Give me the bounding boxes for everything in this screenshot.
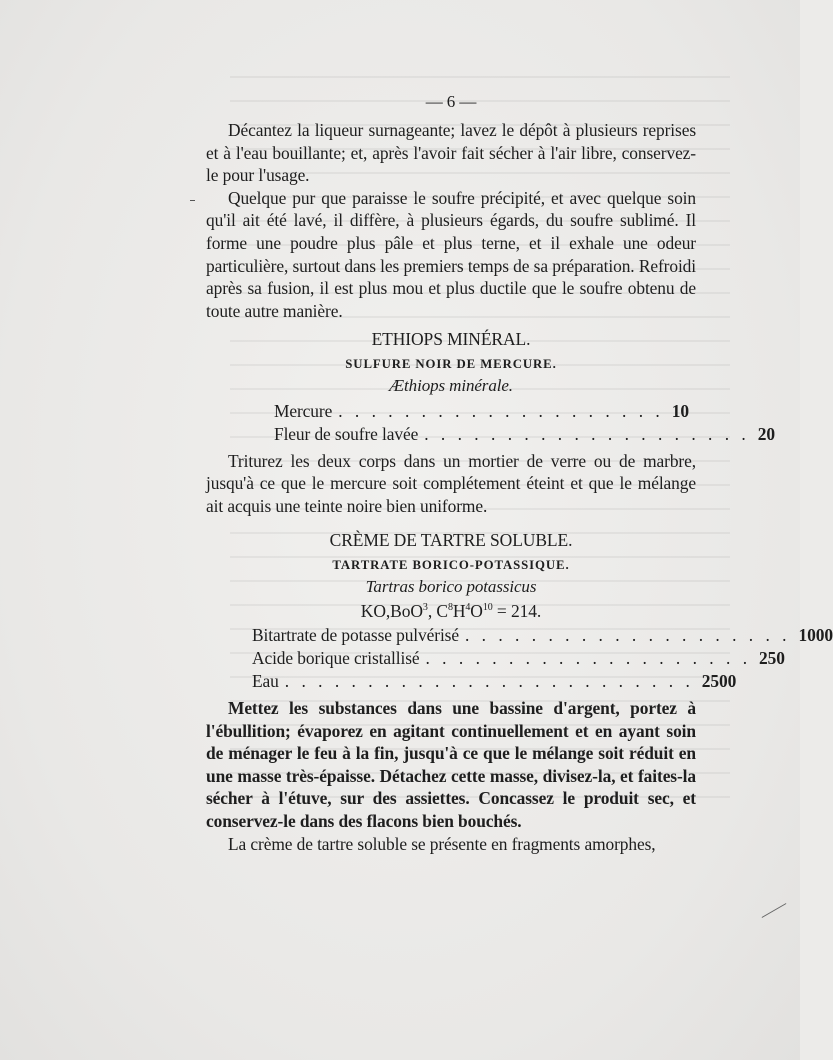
- paragraph-mettez: Mettez les substances dans une bassine d'argent, portez à l'ébullition; évaporez en agitant continuellement et en ayant soin de ménager le feu à la fin, jusqu'à ce que le mélange soit réduit en une masse très-épaisse. Détachez cette masse, divisez-la, et faites-la sécher à l'étuve, sur des assiettes. Concassez le produit sec, et conservez-le dans des flacons bien bouchés.: [206, 698, 696, 832]
- ingredients-creme: [206, 624, 833, 693]
- ingredient-row: [206, 400, 689, 423]
- margin-stroke: [762, 903, 787, 918]
- ingredient-name: Mercure: [274, 400, 333, 421]
- ingredient-name: Bitartrate de potasse pulvérisé: [252, 625, 459, 646]
- latin-name-creme: Tartras borico potassicus: [365, 576, 537, 596]
- ingredient-name: Eau: [252, 671, 279, 692]
- latin-name-ethiops: Æthiops minérale.: [389, 375, 513, 395]
- section-subtitle-ethiops: SULFURE NOIR DE MERCURE.: [345, 356, 557, 371]
- ingredient-quantity: 1000: [798, 625, 833, 646]
- paragraph-soufre-precipite: Quelque pur que paraisse le soufre précipité, et avec quelque soin qu'il ait été lavé, il diffère, à plusieurs égards, du soufre sublimé. Il forme une poudre plus pâle et plus terne, et il exhale une odeur particulière, surtout dans les premiers temps de sa préparation. Refroidi après sa fusion, il est plus mou et plus ductile que le soufre obtenu de toute autre manière.: [206, 187, 696, 321]
- leader-dots: . . . . . . . . . . . . . . . . . . . . . . . . .: [284, 671, 694, 692]
- section-title-ethiops: ETHIOPS MINÉRAL.: [371, 329, 531, 350]
- ingredient-quantity: 20: [757, 423, 775, 444]
- leader-dots: . . . . . . . . . . . . . . . . . . . .: [464, 625, 791, 646]
- leader-dots: . . . . . . . . . . . . . . . . . . . .: [424, 423, 750, 444]
- leader-dots: . . . . . . . . . . . . . . . . . . . .: [425, 648, 752, 669]
- paragraph-creme-amorphe: La crème de tartre soluble se présente en fragments amorphes,: [228, 833, 656, 854]
- chemical-formula: KO,BoO$^3$, $C^8H^4O^{10} = 214$.: [360, 600, 542, 621]
- ingredient-quantity: 10: [671, 400, 689, 421]
- section-title-creme: CRÈME DE TARTRE SOLUBLE.: [329, 530, 573, 551]
- ingredient-quantity: 2500: [701, 671, 737, 692]
- ingredient-quantity: 250: [759, 648, 785, 669]
- ingredients-ethiops: [206, 400, 775, 446]
- ingredient-name: Fleur de soufre lavée: [274, 423, 419, 444]
- ingredient-name: Acide borique cristallisé: [252, 648, 420, 669]
- section-subtitle-creme: TARTRATE BORICO-POTASSIQUE.: [332, 557, 570, 572]
- ingredient-row: [206, 624, 833, 647]
- ingredient-row: [206, 670, 737, 693]
- paragraph-decant: Décantez la liqueur surnageante; lavez le dépôt à plusieurs reprises et à l'eau bouillante; et, après l'avoir fait sécher à l'air libre, conservez-le pour l'usage.: [206, 120, 696, 186]
- page-content: [206, 92, 833, 855]
- paragraph-triturez: Triturez les deux corps dans un mortier de verre ou de marbre, jusqu'à ce que le mercure soit complétement éteint et que le mélange ait acquis une teinte noire bien uniforme.: [206, 450, 696, 516]
- margin-mark: [190, 200, 195, 201]
- ingredient-row: [206, 647, 785, 670]
- page-number: — 6 —: [425, 92, 477, 111]
- leader-dots: . . . . . . . . . . . . . . . . . . . .: [338, 400, 664, 421]
- ingredient-row: [206, 423, 775, 446]
